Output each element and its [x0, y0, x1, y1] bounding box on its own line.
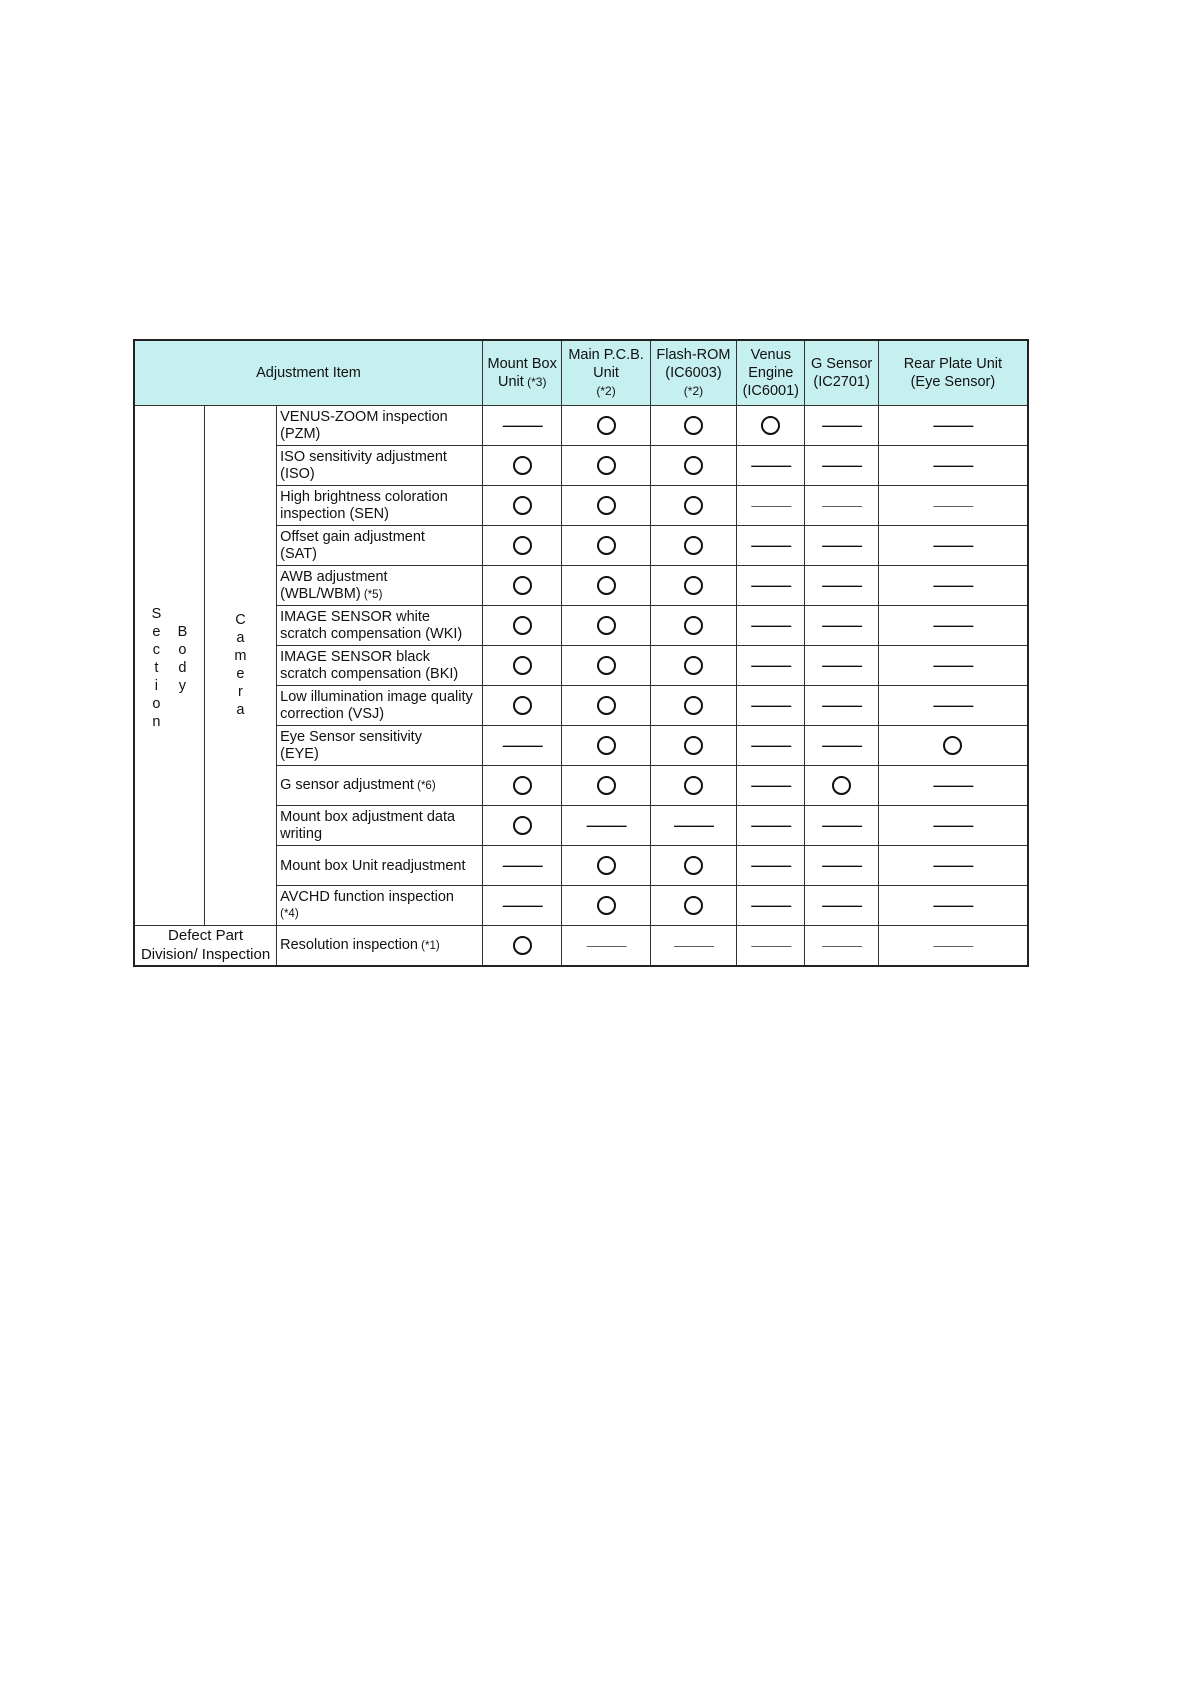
dash-mark: ———: [822, 457, 862, 474]
dash-mark: ———: [822, 897, 862, 914]
header-col-line: Main P.C.B.: [568, 347, 644, 363]
defect-label-line: Division/ Inspection: [140, 946, 271, 964]
mark-cell: [483, 926, 562, 966]
mark-cell: [650, 526, 736, 566]
item-note: (*4): [280, 908, 299, 920]
circle-mark-icon: [513, 576, 532, 595]
item-line: (EYE): [280, 746, 319, 762]
dash-mark: ———: [933, 697, 973, 714]
adjustment-item-label: [277, 446, 483, 486]
mark-cell: [737, 766, 805, 806]
mark-cell: [737, 886, 805, 926]
adjustment-item-label: [277, 566, 483, 606]
header-col-line: (IC6001): [742, 383, 799, 399]
circle-mark-icon: [597, 856, 616, 875]
item-note: (*5): [360, 588, 383, 601]
defect-division-label: [134, 926, 277, 966]
mark-cell: [562, 446, 650, 486]
header-col-note: (*3): [523, 375, 547, 389]
dash-mark: ———: [751, 697, 791, 714]
header-col-0: [483, 340, 562, 406]
mark-cell: [878, 646, 1028, 686]
mark-cell: [805, 726, 878, 766]
circle-mark-icon: [684, 416, 703, 435]
mark-cell: [483, 446, 562, 486]
mark-cell: [483, 766, 562, 806]
table-row: [134, 406, 1028, 446]
circle-mark-icon: [684, 656, 703, 675]
section-body-letters: [135, 600, 204, 732]
item-line: Eye Sensor sensitivity: [280, 729, 422, 745]
circle-mark-icon: [513, 456, 532, 475]
mark-cell: [562, 766, 650, 806]
mark-cell: [483, 566, 562, 606]
camera-label: [204, 406, 276, 926]
circle-mark-icon: [513, 496, 532, 515]
mark-cell: [737, 446, 805, 486]
header-col-line: (IC2701): [813, 374, 870, 390]
adjustment-item-label: [277, 606, 483, 646]
dash-mark: ———: [822, 497, 862, 514]
mark-cell: [805, 686, 878, 726]
mark-cell: [650, 406, 736, 446]
mark-cell: [737, 806, 805, 846]
circle-mark-icon: [513, 616, 532, 635]
header-col-line: Mount Box: [487, 356, 557, 372]
dash-mark: ———: [933, 417, 973, 434]
dash-mark: ———: [933, 457, 973, 474]
item-line: G sensor adjustment (*6): [280, 777, 436, 793]
dash-mark: ———: [502, 417, 542, 434]
mark-cell: [483, 606, 562, 646]
mark-cell: [650, 726, 736, 766]
header-row: [134, 340, 1028, 406]
mark-cell: [562, 806, 650, 846]
circle-mark-icon: [832, 776, 851, 795]
header-col-5: [878, 340, 1028, 406]
circle-mark-icon: [684, 456, 703, 475]
header-col-note: (*2): [596, 384, 616, 398]
mark-cell: [878, 726, 1028, 766]
item-line: ISO sensitivity adjustment: [280, 449, 447, 465]
dash-mark: ———: [751, 937, 791, 954]
mark-cell: [878, 446, 1028, 486]
adjustment-item-label: [277, 766, 483, 806]
circle-mark-icon: [684, 736, 703, 755]
circle-mark-icon: [943, 736, 962, 755]
mark-cell: [805, 806, 878, 846]
mark-cell: [737, 606, 805, 646]
circle-mark-icon: [513, 936, 532, 955]
item-line: scratch compensation (BKI): [280, 666, 459, 682]
mark-cell: [805, 846, 878, 886]
dash-mark: ———: [751, 857, 791, 874]
adjustment-item-label: [277, 526, 483, 566]
item-line: scratch compensation (WKI): [280, 626, 463, 642]
adjustment-matrix-table: [133, 339, 1029, 967]
circle-mark-icon: [513, 696, 532, 715]
camera-letters: Camera: [232, 611, 249, 720]
mark-cell: [805, 886, 878, 926]
dash-mark: ———: [822, 857, 862, 874]
item-line: Low illumination image quality: [280, 689, 473, 705]
adjustment-item-label: [277, 686, 483, 726]
mark-cell: [878, 526, 1028, 566]
mark-cell: [562, 406, 650, 446]
header-col-line: G Sensor: [810, 356, 873, 372]
mark-cell: [650, 846, 736, 886]
item-line: correction (VSJ): [280, 706, 385, 722]
item-line: AWB adjustment: [280, 568, 388, 585]
mark-cell: [805, 926, 878, 966]
dash-mark: ———: [822, 697, 862, 714]
circle-mark-icon: [684, 576, 703, 595]
circle-mark-icon: [597, 616, 616, 635]
header-col-line: Engine: [748, 365, 794, 381]
adjustment-item-label: [277, 486, 483, 526]
mark-cell: [562, 526, 650, 566]
mark-cell: [878, 406, 1028, 446]
dash-mark: ———: [586, 817, 626, 834]
dash-mark: ———: [822, 817, 862, 834]
mark-cell: [737, 486, 805, 526]
dash-mark: ———: [586, 937, 626, 954]
circle-mark-icon: [597, 736, 616, 755]
mark-cell: [737, 846, 805, 886]
dash-mark: ———: [502, 857, 542, 874]
mark-cell: [805, 446, 878, 486]
adjustment-item-label: [277, 926, 483, 966]
dash-mark: ———: [822, 417, 862, 434]
header-adjustment-item: Adjustment Item: [134, 340, 483, 406]
mark-cell: [650, 766, 736, 806]
dash-mark: ———: [751, 457, 791, 474]
mark-cell: [650, 886, 736, 926]
adjustment-item-label: [277, 726, 483, 766]
header-col-line: (IC6003): [665, 365, 722, 381]
dash-mark: ———: [502, 737, 542, 754]
adjustment-item-label: [277, 406, 483, 446]
dash-mark: ———: [933, 937, 973, 954]
header-col-line: Venus: [750, 347, 791, 363]
dash-mark: ———: [502, 897, 542, 914]
dash-mark: ———: [933, 817, 973, 834]
mark-cell: [483, 886, 562, 926]
mark-cell: [805, 486, 878, 526]
circle-mark-icon: [597, 416, 616, 435]
circle-mark-icon: [761, 416, 780, 435]
mark-cell: [878, 686, 1028, 726]
dash-mark: ———: [933, 857, 973, 874]
circle-mark-icon: [597, 496, 616, 515]
matrix-body: [134, 406, 1028, 966]
dash-mark: ———: [822, 737, 862, 754]
dash-mark: ———: [673, 937, 713, 954]
dash-mark: ———: [751, 617, 791, 634]
header-col-line: (Eye Sensor): [910, 374, 996, 390]
item-line: High brightness coloration: [280, 489, 448, 505]
dash-mark: ———: [751, 737, 791, 754]
mark-cell: [737, 726, 805, 766]
mark-cell: [805, 566, 878, 606]
circle-mark-icon: [597, 776, 616, 795]
circle-mark-icon: [684, 616, 703, 635]
mark-cell: [878, 926, 1028, 966]
mark-cell: [878, 806, 1028, 846]
dash-mark: ———: [822, 657, 862, 674]
mark-cell: [562, 566, 650, 606]
header-col-note: (*2): [683, 384, 704, 398]
circle-mark-icon: [513, 536, 532, 555]
dash-mark: ———: [751, 497, 791, 514]
header-col-1: [562, 340, 650, 406]
dash-mark: ———: [933, 657, 973, 674]
mark-cell: [805, 606, 878, 646]
header-col-line: Rear Plate Unit: [903, 356, 1003, 372]
mark-cell: [878, 566, 1028, 606]
body-label: Body: [174, 623, 191, 696]
adjustment-item-label: [277, 846, 483, 886]
dash-mark: ———: [751, 577, 791, 594]
dash-mark: ———: [751, 537, 791, 554]
circle-mark-icon: [597, 456, 616, 475]
item-line: inspection (SEN): [280, 506, 389, 522]
mark-cell: [650, 806, 736, 846]
item-line: IMAGE SENSOR white: [280, 609, 430, 625]
mark-cell: [878, 766, 1028, 806]
mark-cell: [650, 646, 736, 686]
mark-cell: [737, 926, 805, 966]
mark-cell: [737, 646, 805, 686]
mark-cell: [562, 686, 650, 726]
circle-mark-icon: [684, 896, 703, 915]
item-line: writing: [280, 826, 323, 842]
item-note: (*6): [413, 780, 436, 792]
adjustment-item-label: [277, 806, 483, 846]
mark-cell: [483, 646, 562, 686]
circle-mark-icon: [597, 576, 616, 595]
defect-label-line: Defect Part: [168, 927, 244, 945]
dash-mark: ———: [933, 777, 973, 794]
dash-mark: ———: [822, 617, 862, 634]
dash-mark: ———: [751, 817, 791, 834]
header-col-4: [805, 340, 878, 406]
mark-cell: [805, 526, 878, 566]
dash-mark: ———: [933, 897, 973, 914]
circle-mark-icon: [597, 896, 616, 915]
mark-cell: [737, 566, 805, 606]
dash-mark: ———: [673, 817, 713, 834]
mark-cell: [483, 686, 562, 726]
item-line: (PZM): [280, 426, 321, 442]
item-line: (WBL/WBM) (*5): [280, 585, 383, 602]
item-line: Mount box adjustment data: [280, 809, 456, 825]
dash-mark: ———: [751, 777, 791, 794]
circle-mark-icon: [684, 696, 703, 715]
circle-mark-icon: [513, 816, 532, 835]
mark-cell: [562, 606, 650, 646]
item-line: IMAGE SENSOR black: [280, 649, 430, 665]
item-note: (*1): [417, 939, 440, 952]
item-line: (ISO): [280, 466, 315, 482]
mark-cell: [878, 846, 1028, 886]
mark-cell: [562, 646, 650, 686]
item-line: Mount box Unit readjustment: [280, 857, 466, 874]
circle-mark-icon: [597, 656, 616, 675]
mark-cell: [878, 886, 1028, 926]
mark-cell: [737, 686, 805, 726]
dash-mark: ———: [751, 657, 791, 674]
mark-cell: [483, 806, 562, 846]
item-line: (SAT): [280, 546, 317, 562]
header-col-2: [650, 340, 736, 406]
header-col-line: Flash-ROM: [656, 347, 731, 363]
circle-mark-icon: [684, 536, 703, 555]
circle-mark-icon: [597, 696, 616, 715]
mark-cell: [878, 486, 1028, 526]
mark-cell: [483, 726, 562, 766]
item-line: VENUS-ZOOM inspection: [280, 409, 448, 425]
mark-cell: [562, 726, 650, 766]
dash-mark: ———: [933, 577, 973, 594]
mark-cell: [805, 766, 878, 806]
circle-mark-icon: [513, 656, 532, 675]
dash-mark: ———: [822, 577, 862, 594]
dash-mark: ———: [751, 897, 791, 914]
circle-mark-icon: [684, 856, 703, 875]
circle-mark-icon: [684, 776, 703, 795]
dash-mark: ———: [933, 617, 973, 634]
header-col-line: Unit (*3): [497, 374, 547, 390]
mark-cell: [737, 406, 805, 446]
mark-cell: [650, 566, 736, 606]
dash-mark: ———: [822, 537, 862, 554]
item-line: AVCHD function inspection: [280, 889, 454, 905]
mark-cell: [650, 446, 736, 486]
mark-cell: [737, 526, 805, 566]
circle-mark-icon: [684, 496, 703, 515]
mark-cell: [483, 486, 562, 526]
mark-cell: [650, 686, 736, 726]
dash-mark: ———: [822, 937, 862, 954]
mark-cell: [878, 606, 1028, 646]
section-body-label: [134, 406, 204, 926]
mark-cell: [562, 926, 650, 966]
mark-cell: [483, 406, 562, 446]
mark-cell: [483, 846, 562, 886]
mark-cell: [805, 406, 878, 446]
circle-mark-icon: [513, 776, 532, 795]
mark-cell: [650, 606, 736, 646]
table-row-defect: [134, 926, 1028, 966]
mark-cell: [562, 846, 650, 886]
mark-cell: [562, 886, 650, 926]
header-col-3: [737, 340, 805, 406]
mark-cell: [483, 526, 562, 566]
adjustment-item-label: [277, 886, 483, 926]
item-line: Offset gain adjustment: [280, 529, 425, 545]
dash-mark: ———: [933, 497, 973, 514]
mark-cell: [650, 926, 736, 966]
header-col-line: Unit: [593, 365, 619, 381]
mark-cell: [650, 486, 736, 526]
mark-cell: [562, 486, 650, 526]
circle-mark-icon: [597, 536, 616, 555]
item-line: Resolution inspection (*1): [280, 936, 440, 953]
adjustment-item-label: [277, 646, 483, 686]
section-label: Section: [148, 605, 165, 732]
mark-cell: [805, 646, 878, 686]
dash-mark: ———: [933, 537, 973, 554]
